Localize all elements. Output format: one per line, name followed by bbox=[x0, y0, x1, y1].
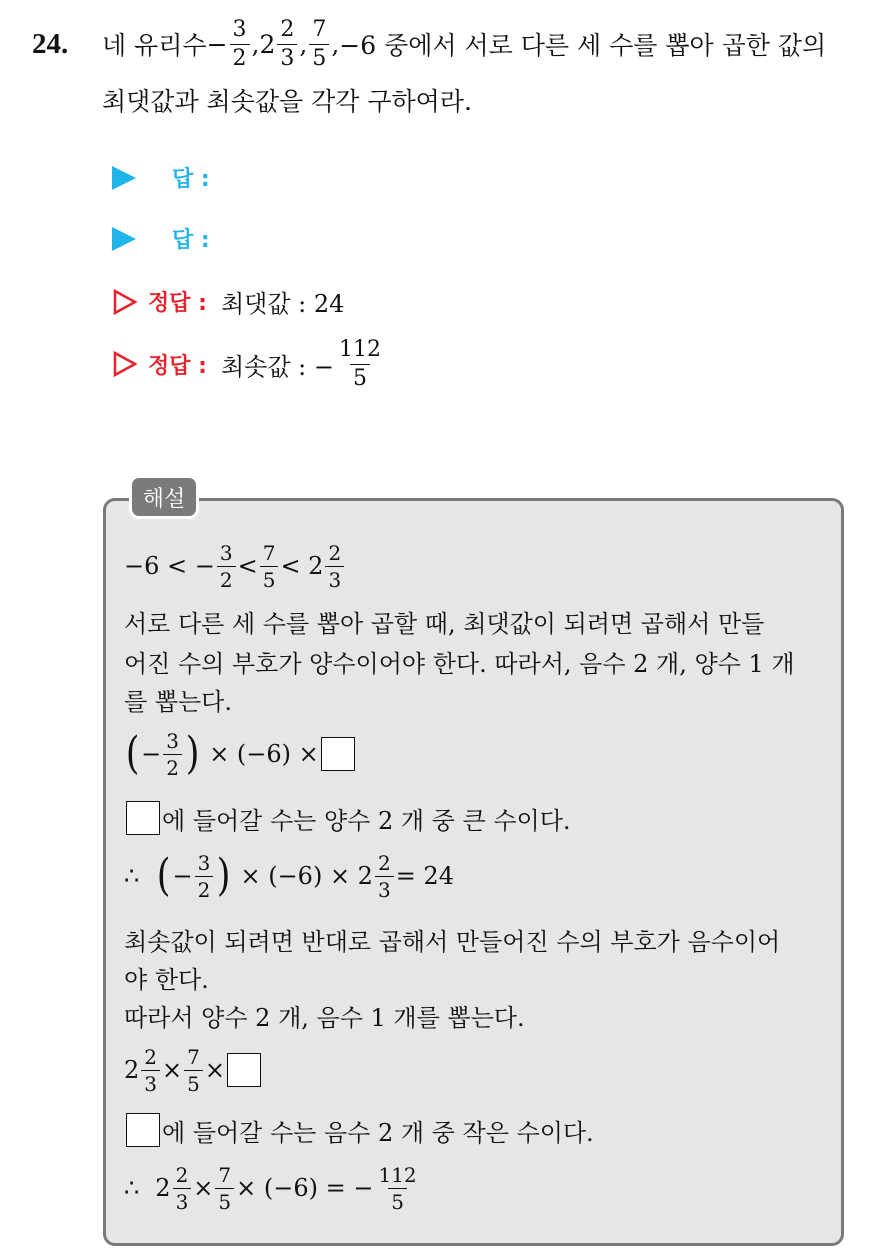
answer-label: 답 : bbox=[172, 167, 210, 192]
mixed-number-whole: 2 bbox=[259, 29, 276, 59]
solution-expression-3: 2 $\frac{2}{3}$ × $\frac{7}{5}$ × bbox=[124, 1038, 263, 1102]
solution-expression-4: ∴ 2 $\frac{2}{3}$ × $\frac{7}{5}$ × (−6) = − $\frac{112}{5}$ bbox=[124, 1162, 417, 1214]
max-value-text: 최댓값 : 24 bbox=[220, 290, 345, 318]
solution-inequality: −6 < − $\frac{3}{2}$ < $\frac{7}{5}$ < 2 $\frac{2}{3}$ bbox=[124, 534, 346, 598]
solution-para2-line2: 야 한다. bbox=[124, 965, 209, 994]
question-line-1: 네 유리수 − $\frac{3}{2}$ , 2 $\frac{2}{3}$ , $\frac{7}{5}$ , −6 중에서 서로 다른 세 수를 뽑아 곱한 값의 bbox=[102, 16, 827, 71]
answer-row-2 bbox=[112, 223, 210, 254]
solution-para2-line3: 따라서 양수 2 개, 음수 1 개를 뽑는다. bbox=[124, 1003, 525, 1032]
solution-box-line-2: 에 들어갈 수는 음수 2 개 중 작은 수이다. bbox=[124, 1110, 594, 1150]
correct-label: 정답 : bbox=[148, 291, 207, 316]
question-text-a: 네 유리수 bbox=[102, 31, 207, 60]
blank-box bbox=[227, 1053, 261, 1087]
solution-para1-line2: 어진 수의 부호가 양수이어야 한다. 따라서, 음수 2 개, 양수 1 개 bbox=[124, 649, 795, 678]
fraction-seven-fifths: $\frac{7}{5}$ bbox=[309, 19, 329, 70]
outline-triangle-icon bbox=[112, 351, 138, 377]
question-line-2: 최댓값과 최솟값을 각각 구하여라. bbox=[102, 87, 472, 116]
blank-box bbox=[126, 801, 160, 835]
fraction-neg-three-halves: $\frac{3}{2}$ bbox=[230, 19, 250, 70]
minus-sign: − bbox=[206, 29, 228, 59]
question-text-b: −6 중에서 서로 다른 세 수를 뽑아 곱한 값의 bbox=[339, 31, 827, 60]
solution-expression-1: ( − $\frac{3}{2}$ ) × (−6) × bbox=[124, 722, 357, 786]
correct-label: 정답 : bbox=[148, 353, 207, 379]
blank-box bbox=[126, 1113, 160, 1147]
correct-answer-row-max bbox=[112, 284, 344, 319]
play-triangle-icon bbox=[112, 166, 136, 190]
solution-expression-2: ∴ ( − $\frac{3}{2}$ ) × (−6) × 2 $\frac{2}{3}$ = 24 bbox=[124, 850, 454, 902]
solution-tag: 해설 bbox=[129, 475, 199, 519]
solution-box-line-1: 에 들어갈 수는 양수 2 개 중 큰 수이다. bbox=[124, 798, 571, 838]
correct-answer-row-min bbox=[112, 332, 386, 396]
answer-row-1 bbox=[112, 162, 210, 193]
play-triangle-icon bbox=[112, 227, 136, 251]
solution-para1-line1: 서로 다른 세 수를 뽑아 곱할 때, 최댓값이 되려면 곱해서 만들 bbox=[124, 609, 765, 638]
solution-para2-line1: 최솟값이 되려면 반대로 곱해서 만들어진 수의 부호가 음수이어 bbox=[124, 927, 781, 956]
question-number: 24. bbox=[32, 28, 69, 60]
min-value-prefix: 최솟값 : − bbox=[220, 352, 334, 381]
solution-para1-line3: 를 뽑는다. bbox=[124, 687, 232, 716]
answer-label: 답 : bbox=[172, 228, 210, 253]
fraction-two-thirds: $\frac{2}{3}$ bbox=[277, 19, 297, 70]
outline-triangle-icon bbox=[112, 289, 138, 315]
blank-box bbox=[321, 737, 355, 771]
min-value-fraction: $\frac{112}{5}$ bbox=[338, 336, 381, 391]
